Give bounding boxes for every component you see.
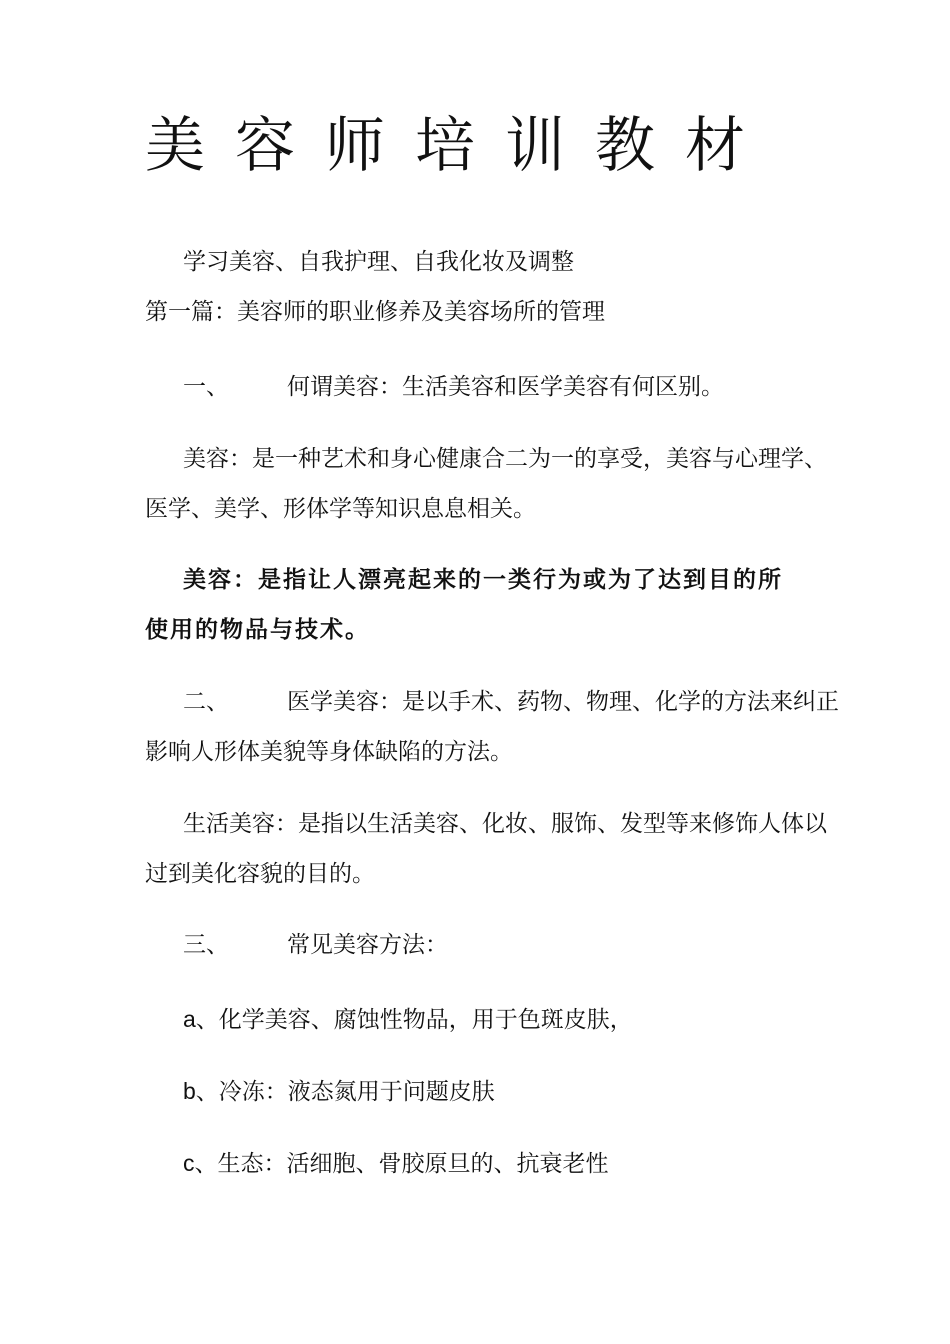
paragraph-3-line-2: 过到美化容貌的目的。 [145,861,375,887]
method-item-b [183,1076,495,1107]
paragraph-2-line-1: 美容：是指让人漂亮起来的一类行为或为了达到目的所 [183,566,783,593]
document-title: 美容师培训教材 [145,111,775,181]
method-label-b: b [183,1078,196,1104]
method-label-a: a [183,1006,196,1032]
section-2-line-1 [183,687,839,717]
method-text-b: 、冷冻：液态氮用于问题皮肤 [195,1079,495,1105]
method-label-c: c [183,1150,195,1176]
paragraph-1-line-1: 美容：是一种艺术和身心健康合二为一的享受，美容与心理学、 [183,446,827,472]
paragraph-1-line-2: 医学、美学、形体学等知识息息相关。 [145,496,536,522]
section-1-heading [183,372,724,402]
section-3-number: 三、 [183,932,229,958]
paragraph-2-line-2: 使用的物品与技术。 [145,616,370,643]
section-1-number: 一、 [183,374,229,400]
method-text-c: 、生态：活细胞、骨胶原旦的、抗衰老性 [194,1151,609,1177]
section-1-text: 何谓美容：生活美容和医学美容有何区别。 [287,374,724,400]
method-text-a: 、化学美容、腐蚀性物品，用于色斑皮肤， [195,1007,633,1033]
section-2-line-2: 影响人形体美貌等身体缺陷的方法。 [145,739,513,765]
paragraph-3-line-1: 生活美容：是指以生活美容、化妆、服饰、发型等来修饰人体以 [183,811,827,837]
section-2-number: 二、 [183,689,229,715]
method-item-c [183,1148,609,1179]
subtitle: 学习美容、自我护理、自我化妆及调整 [183,249,574,275]
chapter-heading: 第一篇：美容师的职业修养及美容场所的管理 [145,299,605,325]
section-3-heading [183,930,448,960]
section-3-text: 常见美容方法： [287,932,448,958]
method-item-a [183,1004,633,1035]
section-2-text: 医学美容：是以手术、药物、物理、化学的方法来纠正 [287,689,839,715]
